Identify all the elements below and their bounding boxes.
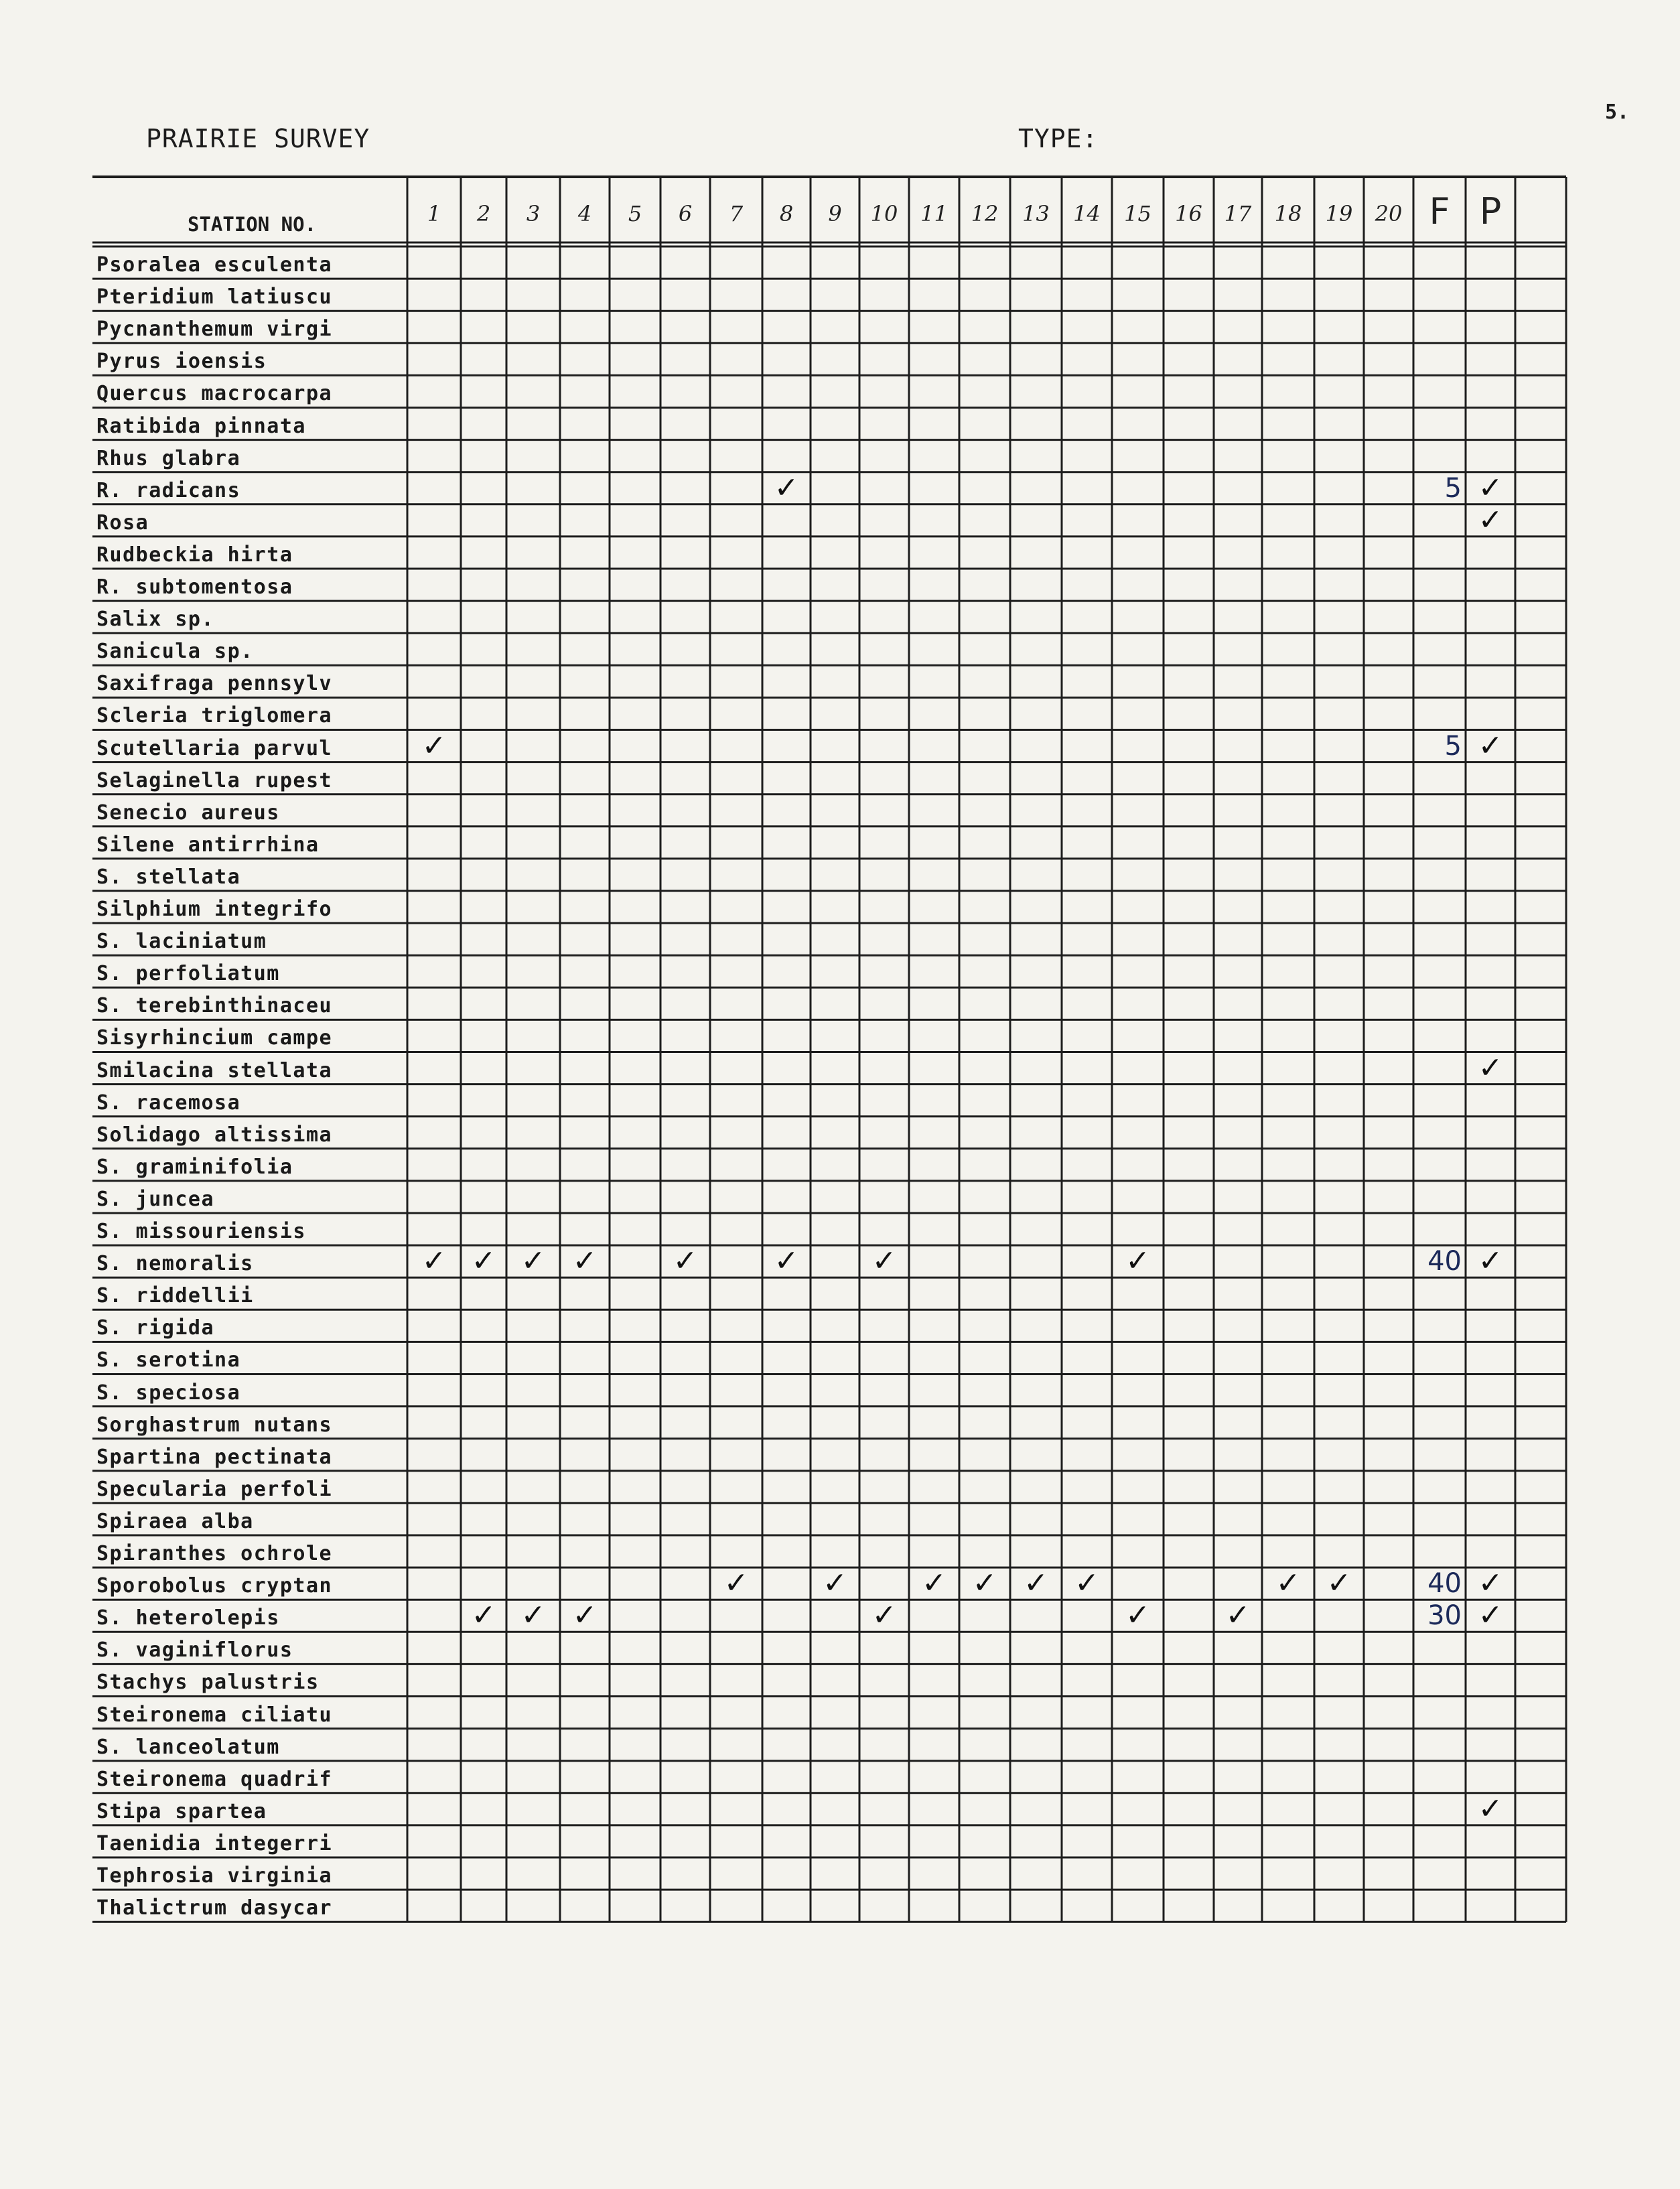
species-name: Stachys palustris — [96, 1671, 320, 1695]
presence-check-mark: ✓ — [1478, 1244, 1503, 1279]
station-check-mark: ✓ — [972, 1566, 997, 1601]
species-name: Silphium integrifo — [96, 898, 333, 921]
species-name: S. stellata — [96, 865, 241, 889]
species-name: Saxifraga pennsylv — [96, 672, 333, 696]
species-name: Sanicula sp. — [96, 640, 254, 664]
species-name: S. perfoliatum — [96, 962, 280, 986]
station-check-mark: ✓ — [673, 1244, 698, 1279]
species-name: Spiranthes ochrole — [96, 1542, 333, 1565]
species-name: S. serotina — [96, 1348, 241, 1372]
presence-check-mark: ✓ — [1478, 1566, 1503, 1601]
station-header-f: F — [1429, 190, 1450, 232]
species-name: Smilacina stellata — [96, 1058, 333, 1082]
station-check-mark: ✓ — [572, 1244, 598, 1279]
station-check-mark: ✓ — [421, 728, 447, 763]
station-header-4: 4 — [577, 201, 592, 226]
species-name: Sporobolus cryptan — [96, 1574, 333, 1598]
station-check-mark: ✓ — [572, 1598, 598, 1633]
station-header-14: 14 — [1073, 201, 1101, 226]
species-name: S. juncea — [96, 1187, 215, 1211]
station-header-16: 16 — [1175, 201, 1202, 226]
species-name: S. heterolepis — [96, 1606, 280, 1630]
species-name: S. vaginiflorus — [96, 1638, 293, 1663]
station-header-6: 6 — [678, 201, 693, 226]
species-name: Pyrus ioensis — [96, 350, 267, 374]
species-name: Quercus macrocarpa — [96, 382, 333, 406]
species-name: S. speciosa — [96, 1381, 241, 1405]
species-name: Stipa spartea — [96, 1799, 267, 1823]
species-name: Salix sp. — [96, 608, 215, 632]
station-check-mark: ✓ — [1225, 1598, 1251, 1633]
species-name: R. subtomentosa — [96, 575, 293, 599]
species-name: Selaginella rupest — [96, 768, 333, 792]
species-name: Pycnanthemum virgi — [96, 317, 333, 342]
station-header-1: 1 — [427, 201, 441, 226]
species-name: Psoralea esculenta — [96, 253, 333, 277]
station-header-15: 15 — [1124, 201, 1151, 226]
station-header-18: 18 — [1274, 201, 1302, 226]
species-name: Tephrosia virginia — [96, 1864, 333, 1888]
species-name: Rosa — [96, 510, 149, 535]
species-name: Rhus glabra — [96, 446, 241, 470]
species-name: Steironema ciliatu — [96, 1703, 333, 1727]
station-header-20: 20 — [1375, 201, 1403, 226]
station-check-mark: ✓ — [1074, 1566, 1099, 1601]
station-check-mark: ✓ — [1125, 1598, 1150, 1633]
station-check-mark: ✓ — [774, 470, 799, 505]
species-name: Scutellaria parvul — [96, 736, 333, 760]
presence-check-mark: ✓ — [1478, 1050, 1503, 1085]
station-check-mark: ✓ — [1275, 1566, 1301, 1601]
species-name: Thalictrum dasycar — [96, 1896, 333, 1920]
station-check-mark: ✓ — [520, 1244, 546, 1279]
station-check-mark: ✓ — [421, 1244, 447, 1279]
frequency-value: 40 — [1427, 1246, 1462, 1277]
species-name: Rudbeckia hirta — [96, 543, 293, 567]
station-header-10: 10 — [870, 201, 898, 226]
species-name: S. nemoralis — [96, 1252, 254, 1276]
species-name: Ratibida pinnata — [96, 414, 306, 438]
species-name: S. laciniatum — [96, 930, 267, 954]
station-header-12: 12 — [971, 201, 999, 226]
species-name: S. graminifolia — [96, 1155, 293, 1179]
species-name: S. terebinthinaceu — [96, 994, 333, 1018]
species-name: Senecio aureus — [96, 800, 280, 825]
species-name: Steironema quadrif — [96, 1767, 333, 1791]
station-header-3: 3 — [526, 201, 541, 226]
presence-check-mark: ✓ — [1478, 470, 1503, 505]
station-check-mark: ✓ — [1125, 1244, 1150, 1279]
station-header-5: 5 — [628, 201, 642, 226]
species-name: S. riddellii — [96, 1284, 254, 1308]
species-name: Taenidia integerri — [96, 1831, 333, 1855]
presence-check-mark: ✓ — [1478, 1598, 1503, 1633]
station-check-mark: ✓ — [471, 1598, 496, 1633]
frequency-value: 5 — [1444, 730, 1462, 762]
species-name: S. missouriensis — [96, 1220, 306, 1243]
presence-check-mark: ✓ — [1478, 1791, 1503, 1826]
presence-check-mark: ✓ — [1478, 728, 1503, 763]
station-header-19: 19 — [1325, 201, 1353, 226]
station-check-mark: ✓ — [823, 1566, 847, 1601]
station-header-p: P — [1479, 190, 1502, 232]
species-name: S. racemosa — [96, 1090, 241, 1115]
species-name: Silene antirrhina — [96, 833, 320, 857]
species-name: S. lanceolatum — [96, 1735, 280, 1759]
station-check-mark: ✓ — [871, 1244, 897, 1279]
survey-title: PRAIRIE SURVEY — [146, 124, 370, 153]
station-check-mark: ✓ — [1024, 1566, 1048, 1601]
station-number-label: STATION NO. — [188, 213, 317, 236]
species-name: Spartina pectinata — [96, 1445, 333, 1469]
species-name: S. rigida — [96, 1316, 215, 1340]
species-name: Sorghastrum nutans — [96, 1413, 333, 1437]
station-header-8: 8 — [779, 201, 794, 226]
type-label: TYPE: — [1018, 124, 1099, 153]
station-check-mark: ✓ — [1326, 1566, 1352, 1601]
frequency-value: 30 — [1427, 1600, 1462, 1632]
species-name: Pteridium latiuscu — [96, 285, 333, 309]
page-number: 5. — [1605, 100, 1630, 124]
station-header-11: 11 — [920, 201, 948, 226]
station-check-mark: ✓ — [774, 1244, 799, 1279]
species-name: Specularia perfoli — [96, 1477, 333, 1501]
station-check-mark: ✓ — [723, 1566, 749, 1601]
station-header-13: 13 — [1022, 201, 1050, 226]
presence-check-mark: ✓ — [1478, 502, 1503, 537]
station-check-mark: ✓ — [520, 1598, 546, 1633]
station-header-2: 2 — [476, 201, 491, 226]
station-header-7: 7 — [729, 201, 744, 226]
species-name: Solidago altissima — [96, 1123, 333, 1147]
species-name: Spiraea alba — [96, 1509, 254, 1533]
frequency-value: 40 — [1427, 1568, 1462, 1600]
station-header-9: 9 — [828, 201, 842, 226]
species-name: R. radicans — [96, 478, 241, 502]
station-check-mark: ✓ — [471, 1244, 496, 1279]
species-name: Sisyrhincium campe — [96, 1026, 333, 1050]
frequency-value: 5 — [1444, 472, 1462, 504]
station-check-mark: ✓ — [922, 1566, 947, 1601]
station-header-17: 17 — [1224, 201, 1252, 226]
station-check-mark: ✓ — [871, 1598, 897, 1633]
species-name: Scleria triglomera — [96, 704, 333, 728]
